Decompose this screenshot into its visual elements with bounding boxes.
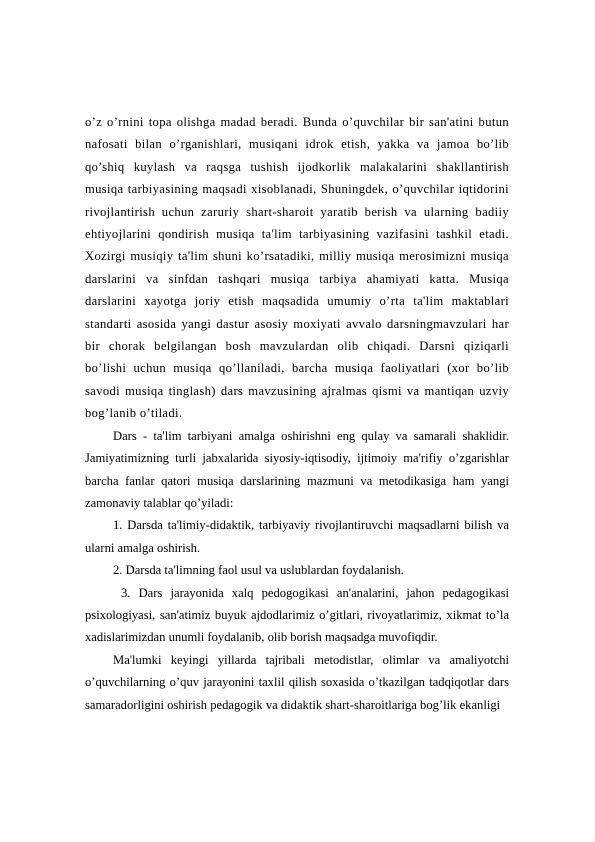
list-item-1: 1. Darsda ta'limiy-didaktik, tarbiyaviy rivojlantiruvchi maqsadlarni bilish va ularni amalga oshirish. [85,518,509,555]
paragraph-dars-definition: Dars - ta'lim tarbiyani amalga oshirishni eng qulay va samarali shaklidir. Jamiyatimizning turli jabxalarida siyosiy-iqtisodiy, ijtimoiy ma'rifiy o’zgarishlar barcha fanlar qatori musiqa darslarining mazmuni va metodikasiga ham yangi zamonaviy talablar qo’yiladi: [85,428,509,510]
paragraph-continuation: o’z o’rnini topa olishga madad beradi. Bunda o’quvchilar bir san'atini butun nafosati bilan o’rganishlari, musiqani idrok etish, yakka va jamoa bo’lib qo’shiq kuylash va raqsga tushish ijodkorlik malakalarini shakllantirish musiqa tarbiyasining maqsadi xisoblanadi, Shuningdek, o’quvchilar iqtidorini rivojlantirish uchun zaruriy shart-sharoit yaratib berish va ularning badiiy ehtiyojlarini qondirish musiqa ta'lim tarbiyasining vazifasini tashkil etadi. Xozirgi musiqiy ta'lim shuni ko’rsatadiki, milliy musiqa merosimizni musiqa darslarini va sinfdan tashqari musiqa tarbiya ahamiyati katta. Musiqa darslarini xayotga joriy etish maqsadida umumiy o’rta ta'lim maktablari standarti asosida yangi dastur asosiy moxiyati avvalo darsningmavzulari har bir chorak belgilangan bosh mavzulardan olib chiqadi. Darsni qiziqarli bo’lishi uchun musiqa qo’llaniladi, barcha musiqa faoliyatlari (xor bo’lib savodi musiqa tinglash) dars mavzusining ajralmas qismi va mantiqan uzviy bog’lanib o’tiladi. [85,115,509,421]
document-body [85,111,509,716]
paragraph-research: Ma'lumki keyingi yillarda tajribali metodistlar, olimlar va amaliyotchi o’quvchilarning o’quv jarayonini taxlil qilish soxasida o’tkazilgan tadqiqotlar dars samaradorligini oshirish pedagogik va didaktik shart-sharoitlariga bog’lik ekanligi [85,652,509,712]
list-item-2: 2. Darsda ta'limning faol usul va uslublardan foydalanish. [113,563,404,578]
list-item-3: 3. Dars jarayonida xalq pedogogikasi an'analarini, jahon pedagogikasi psixologiyasi, san'atimiz buyuk ajdodlarimiz o’gitlari, rivoyatlarimiz, xikmat to’la xadislarimizdan unumli foydalanib, olib borish maqsadga muvofiqdir. [85,585,509,645]
